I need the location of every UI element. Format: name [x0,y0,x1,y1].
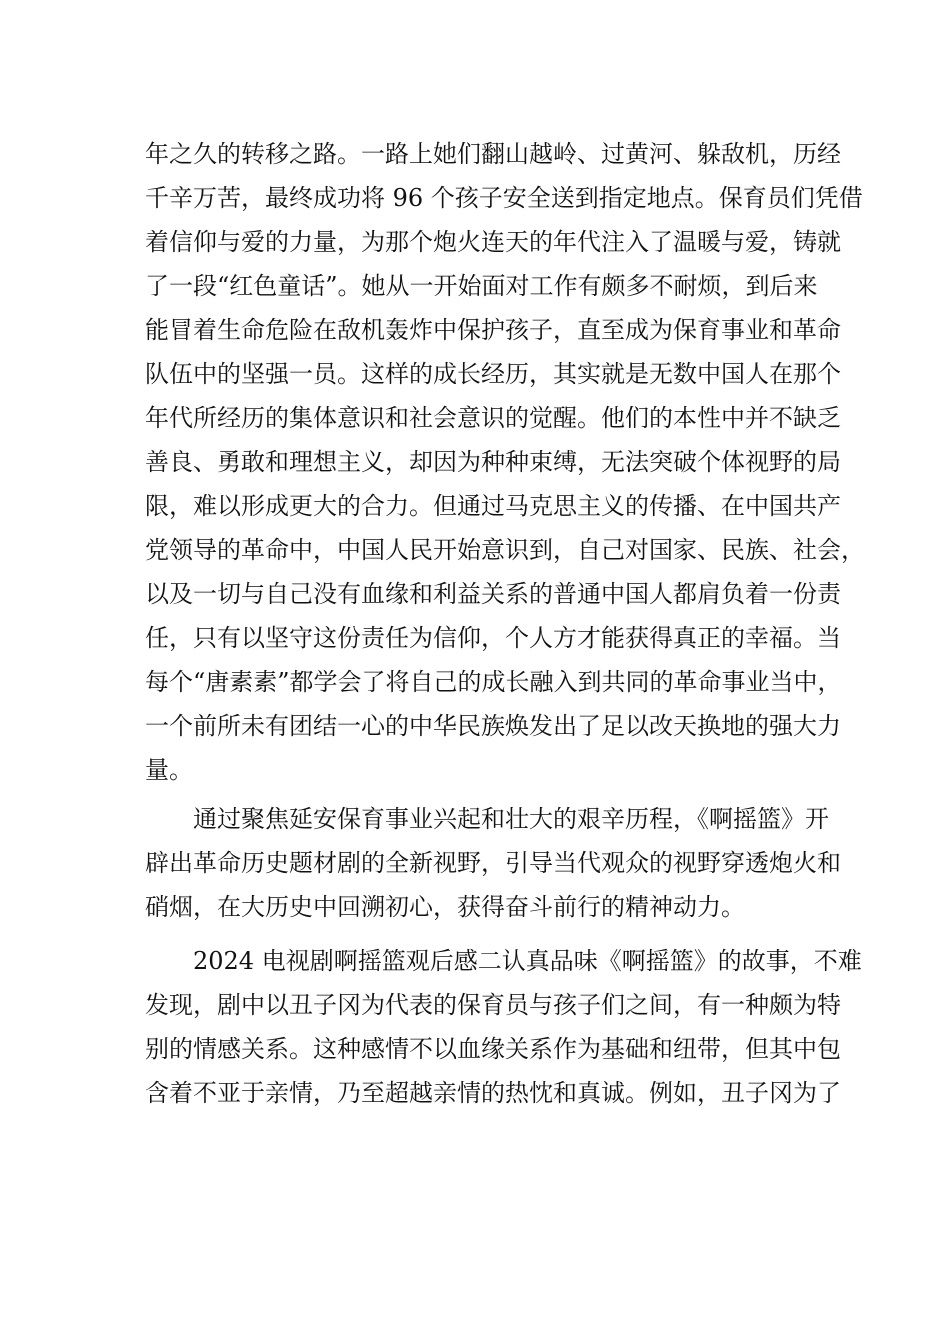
text-line: 年之久的转移之路。一路上她们翻山越岭、过黄河、躲敌机，历经 [145,140,841,168]
text-line: 含着不亚于亲情，乃至超越亲情的热忱和真诚。例如，丑子冈为了 [145,1079,841,1107]
text-line: 任，只有以坚守这份责任为信仰，个人方才能获得真正的幸福。当 [145,624,841,652]
text-line: 了一段“红色童话”。她从一开始面对工作有颇多不耐烦，到后来 [145,272,818,300]
text-line: 每个“唐素素”都学会了将自己的成长融入到共同的革命事业当中， [145,668,842,696]
text-line: 限，难以形成更大的合力。但通过马克思主义的传播、在中国共产 [145,492,841,520]
text-line: 能冒着生命危险在敌机轰炸中保护孩子，直至成为保育事业和革命 [145,316,841,344]
text-line: 善良、勇敢和理想主义，却因为种种束缚，无法突破个体视野的局 [145,448,841,476]
text-line: 量。 [145,756,193,784]
text-line: 别的情感关系。这种感情不以血缘关系作为基础和纽带，但其中包 [145,1035,841,1063]
text-line: 队伍中的坚强一员。这样的成长经历，其实就是无数中国人在那个 [145,360,841,388]
text-line: 2024 电视剧啊摇篮观后感二认真品味《啊摇篮》的故事，不难 [145,947,862,975]
text-line: 千辛万苦，最终成功将 96 个孩子安全送到指定地点。保育员们凭借 [145,184,863,212]
text-line: 辟出革命历史题材剧的全新视野，引导当代观众的视野穿透炮火和 [145,849,841,877]
text-line: 党领导的革命中，中国人民开始意识到，自己对国家、民族、社会， [145,536,865,564]
text-line: 一个前所未有团结一心的中华民族焕发出了足以改天换地的强大力 [145,712,841,740]
text-line: 通过聚焦延安保育事业兴起和壮大的艰辛历程，《啊摇篮》开 [145,805,829,833]
text-line: 以及一切与自己没有血缘和利益关系的普通中国人都肩负着一份责 [145,580,841,608]
document-body [145,132,865,1115]
text-line: 发现，剧中以丑子冈为代表的保育员与孩子们之间，有一种颇为特 [145,991,841,1019]
text-line: 着信仰与爱的力量，为那个炮火连天的年代注入了温暖与爱，铸就 [145,228,841,256]
text-line: 年代所经历的集体意识和社会意识的觉醒。他们的本性中并不缺乏 [145,404,841,432]
text-line: 硝烟，在大历史中回溯初心，获得奋斗前行的精神动力。 [145,893,745,921]
